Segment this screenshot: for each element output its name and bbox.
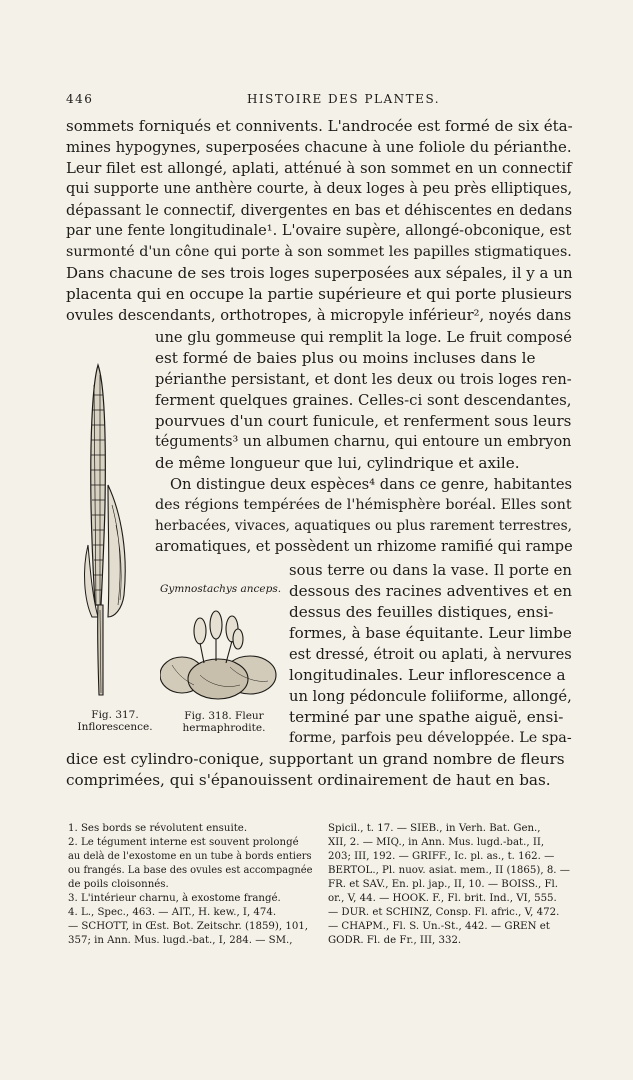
inflorescence-illustration (78, 355, 140, 700)
running-title: HISTOIRE DES PLANTES. (246, 92, 441, 106)
footnote-line: FR. et SAV., En. pl. jap., II, 10. — BOISS., Fl. (328, 879, 559, 890)
page-number: 446 (66, 92, 94, 106)
body-line: un long pédoncule foliiforme, allongé, (289, 688, 572, 705)
body-line: est formé de baies plus ou moins incluses dans le (155, 349, 536, 367)
body-line: sous terre ou dans la vase. Il porte en (289, 562, 572, 579)
footnote-line: 4. L., Spec., 463. — AIT., H. kew., I, 474. (68, 907, 277, 918)
body-line: ovules descendants, orthotropes, à micropyle inférieur², noyés dans (66, 307, 572, 324)
body-line: des régions tempérées de l'hémisphère boréal. Elles sont (155, 497, 572, 513)
footnote-line: — SCHOTT, in Œst. Bot. Zeitschr. (1859), 101, (68, 921, 309, 932)
body-line: surmonté d'un cône qui porte à son sommet les papilles stigmatiques. (66, 244, 572, 260)
body-line: Dans chacune de ses trois loges superposées aux sépales, il y a un (66, 264, 573, 282)
body-line: ferment quelques graines. Celles-ci sont descendantes, (155, 391, 572, 409)
body-line: Leur filet est allongé, aplati, atténué à son sommet en un connectif (66, 159, 572, 177)
body-line: téguments³ un albumen charnu, qui entoure un embryon (155, 434, 572, 450)
body-line: herbacées, vivaces, aquatiques ou plus rarement terrestres, (155, 518, 572, 534)
body-line: aromatiques, et possèdent un rhizome ramifié qui rampe (155, 539, 573, 555)
footnote-line: BERTOL., Pl. nuov. asiat. mem., II (1865), 8. — (328, 865, 570, 876)
footnote-line: 357; in Ann. Mus. lugd.-bat., I, 284. — SM., (68, 935, 293, 946)
body-line: une glu gommeuse qui remplit la loge. Le fruit composé (155, 329, 572, 346)
body-line: est dressé, étroit ou aplati, à nervures (289, 646, 572, 663)
footnote-line: XII, 2. — MIQ., in Ann. Mus. lugd.-bat., II, (328, 837, 545, 848)
body-line: comprimées, qui s'épanouissent ordinairement de haut en bas. (66, 771, 551, 789)
body-line: dépassant le connectif, divergentes en bas et déhiscentes en dedans (66, 202, 573, 219)
footnote-line: 1. Ses bords se révolutent ensuite. (68, 823, 248, 834)
body-line: terminé par une spathe aiguë, ensi- (289, 708, 564, 726)
body-line: de même longueur que lui, cylindrique et axile. (155, 454, 520, 472)
footnote-line: 203; III, 192. — GRIFF., Ic. pl. as., t. 162. — (328, 851, 555, 862)
footnote-line: — DUR. et SCHINZ, Consp. Fl. afric., V, 472. (328, 907, 560, 918)
body-line: dessous des racines adventives et en (289, 582, 573, 600)
footnote-line: 2. Le tégument interne est souvent prolongé (68, 837, 299, 848)
footnote-line: au delà de l'exostome en un tube à bords entiers (68, 851, 312, 862)
body-line: qui supporte une anthère courte, à deux loges à peu près elliptiques, (66, 181, 573, 197)
body-line: dessus des feuilles distiques, ensi- (289, 603, 554, 621)
body-line: dice est cylindro-conique, supportant un grand nombre de fleurs (66, 750, 565, 768)
figure-317-number: Fig. 317. (91, 709, 139, 721)
figure-317-caption: Inflorescence. (77, 721, 153, 733)
footnote-line: ou frangés. La base des ovules est accompagnée (68, 865, 313, 876)
body-line: formes, à base équitante. Leur limbe (289, 624, 572, 642)
flower-illustration (160, 605, 280, 700)
body-line: On distingue deux espèces⁴ dans ce genre, habitantes (170, 476, 573, 493)
footnote-line: 3. L'intérieur charnu, à exostome frangé. (68, 893, 281, 904)
body-line: mines hypogynes, superposées chacune à une foliole du périanthe. (66, 138, 572, 156)
footnote-line: GODR. Fl. de Fr., III, 332. (328, 935, 462, 946)
footnote-line: Spicil., t. 17. — SIEB., in Verh. Bat. Gen., (328, 823, 541, 834)
species-label: Gymnostachys anceps. (160, 583, 282, 595)
body-line: par une fente longitudinale¹. L'ovaire supère, allongé-obconique, est (66, 223, 572, 239)
body-line: longitudinales. Leur inflorescence a (289, 666, 566, 684)
body-line: sommets forniqués et connivents. L'androcée est formé de six éta- (66, 117, 573, 135)
body-line: pourvues d'un court funicule, et renferment sous leurs (155, 412, 572, 430)
body-line: placenta qui en occupe la partie supérieure et qui porte plusieurs (66, 285, 572, 303)
figure-318-caption: hermaphrodite. (182, 722, 266, 734)
footnote-line: de poils cloisonnés. (68, 879, 169, 890)
running-header (66, 92, 571, 110)
footnote-line: or., V, 44. — HOOK. F., Fl. brit. Ind., VI, 555. (328, 893, 557, 904)
footnote-line: — CHAPM., Fl. S. Un.-St., 442. — GREN et (328, 921, 550, 932)
body-line: forme, parfois peu développée. Le spa- (289, 730, 572, 746)
figure-318-number: Fig. 318. Fleur (184, 710, 264, 722)
body-line: périanthe persistant, et dont les deux ou trois loges ren- (155, 371, 572, 388)
